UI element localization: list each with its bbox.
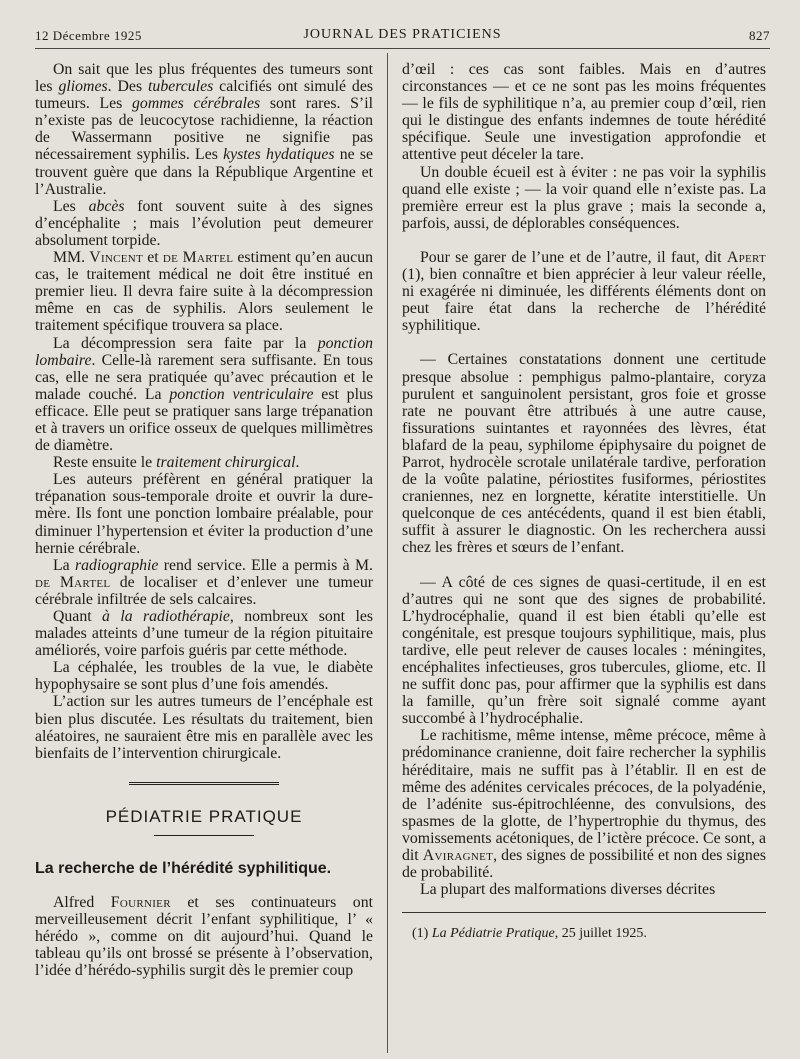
section-divider [129, 782, 279, 788]
paragraph: Reste ensuite le traitement chirurgical. [53, 454, 300, 472]
paragraph: Les auteurs préfèrent en général pratiquer la trépanation sous-temporale droite et ouvrir la dure-mère. Ils font une ponction lombaire préalable, pour diminuer l’hypertension et éviter la production d’une hernie cérébrale. [35, 471, 373, 557]
paragraph: Pour se garer de l’une et de l’autre, il faut, dit Apert (1), bien connaître et bien apprécier à leur valeur réelle, ni exagérée ni diminuée, les différents éléments dont on peut faire état dans la recherche de l’hérédité syphilitique. [402, 248, 766, 335]
paragraph: La céphalée, les troubles de la vue, le diabète hypophysaire se sont plus d’une fois amendés. [35, 659, 373, 694]
paragraph: La décompression sera faite par la ponction lombaire. Celle-là rarement sera suffisante. En tous cas, elle ne sera pratiquée qu’avec précaution et le malade couché. La ponction ventriculaire est plus efficace. Elle peut se pratiquer sans large trépanation et à travers un orifice osseux de quelques millimètres de diamètre. [35, 334, 374, 455]
author-name: Aviragnet [422, 847, 494, 865]
author-name: Fournier [110, 894, 171, 912]
author-name: de Martel [162, 249, 234, 267]
paragraph: On sait que les plus fréquentes des tumeurs sont les gliomes. Des tubercules calcifiés ont simulé des tumeurs. Les gommes cérébrales sont rares. S’il n’existe pas de leucocytose rachidienne, la réaction de Wassermann positive ne signifie pas nécessairement syphilis. Les kystes hydatiques ne se trouvent guère que dans la République Argentine et l’Australie. [35, 61, 374, 198]
section-heading: PÉDIATRIE PRATIQUE [105, 806, 303, 826]
paragraph: Les abcès font souvent suite à des signes d’encéphalite ; mais l’évolution peut demeurer absolument torpide. [35, 197, 373, 249]
footnote-text: (1) La Pédiatrie Pratique, 25 juillet 1925. [412, 926, 647, 942]
paragraph: — Certaines constatations donnent une certitude presque absolue : pemphigus palmo-plantaire, coryza purulent et sanguinolent persistant, gros foie et grosse rate ne pouvant être attribués à une autre cause, fissurations suintantes et rayonnées des lèvres, état blafard de la peau, syphilome épiphysaire du poignet de Parrot, hydrocèle scrotale unilatérale tardive, perforation de la voûte palatine, périostites fusiformes, périostites craniennes, nez en lorgnette, kératite interstitielle. Un quelconque de ces antécédents, quand il est bien établi, suffit à assurer le diagnostic. On les recherchera aussi chez les frères et sœurs de l’enfant. [402, 351, 766, 557]
article-title: La recherche de l’hérédité syphilitique. [35, 859, 332, 877]
running-head [35, 26, 770, 49]
author-name: Vincent [89, 249, 144, 267]
heading-underline [154, 835, 254, 836]
column-divider [387, 53, 388, 1053]
page-number: 827 [749, 28, 770, 43]
paragraph: L’action sur les autres tumeurs de l’encéphale est bien plus discutée. Les résultats du traitement, bien aléatoires, ne sauraient être mis en parallèle avec les bienfaits de l’intervention chirurgicale. [35, 693, 373, 762]
issue-date: 12 Décembre 1925 [35, 28, 142, 43]
paragraph: Le rachitisme, même intense, même précoce, même à prédominance cranienne, doit faire rechercher la syphilis héréditaire, mais ne suffit pas à l’établir. Il en est de même des adénites cervicales précoces, de la polyadénie, de l’adénite sus-épitrochléenne, des convulsions, des spasmes de la glotte, de l’hypertrophie du thymus, des vomissements acétoniques, de l’ictère précoce. Ce sont, a dit Aviragnet, des signes de possibilité et non des signes de probabilité. [402, 727, 766, 882]
paragraph: Alfred Fournier et ses continuateurs ont merveilleusement décrit l’enfant syphilitique, l’ « hérédo », comme on dit aujourd’hui. Quand le tableau qu’ils ont brossé se présente à l’observation, l’idée d’hérédo-syphilis surgit dès le premier coup [35, 894, 373, 980]
two-column-body [35, 61, 770, 1053]
paragraph: d’œil : ces cas sont faibles. Mais en d’autres circonstances — et ce ne sont pas les moins fréquentes — le fils de syphilitique n’a, au premier coup d’œil, rien qui le distingue des enfants indemnes de toute hérédité spécifique. Seule une investigation approfondie et attentive peut déceler la tare. [402, 61, 766, 164]
paragraph: La plupart des malformations diverses décrites [420, 881, 716, 899]
paragraph: — A côté de ces signes de quasi-certitude, il en est d’autres qui ne sont que des signes de probabilité. L’hydrocéphalie, quand il est bien établi qu’elle est congénitale, est presque toujours syphilitique, mais, plus tardive, elle peut relever de causes locales : méningites, encéphalites infectieuses, gros tubercules, gliome, etc. Il ne suffit donc pas, pour affirmer que la syphilis est dans la famille, qu’un frère soit signalé comme ayant succombé à l’hydrocéphalie. [402, 573, 766, 728]
author-name: Apert [726, 248, 766, 266]
paragraph: La radiographie rend service. Elle a permis à M. de Martel de localiser et d’enlever une tumeur cérébrale infiltrée de sels calcaires. [35, 556, 373, 608]
author-name: de Martel [35, 573, 111, 591]
right-column [402, 61, 766, 1053]
journal-title: JOURNAL DES PRATICIENS [303, 27, 502, 42]
paragraph: Un double écueil est à éviter : ne pas voir la syphilis quand elle existe ; — la voir quand elle n’existe pas. La première erreur est la plus grave ; mais la seconde a, parfois, aussi, de déplorables conséquences. [402, 163, 766, 232]
paragraph: MM. Vincent et de Martel estiment qu’en aucun cas, le traitement médical ne doit être institué en premier lieu. Il devra faire suite à la décompression même en cas de syphilis. Alors seulement le traitement spécifique trouvera sa place. [35, 249, 373, 335]
paragraph: Quant à la radiothérapie, nombreux sont les malades atteints d’une tumeur de la région pituitaire améliorés, voire parfois guéris par cette méthode. [35, 608, 373, 660]
left-column [35, 61, 373, 1053]
footnote [402, 912, 766, 942]
